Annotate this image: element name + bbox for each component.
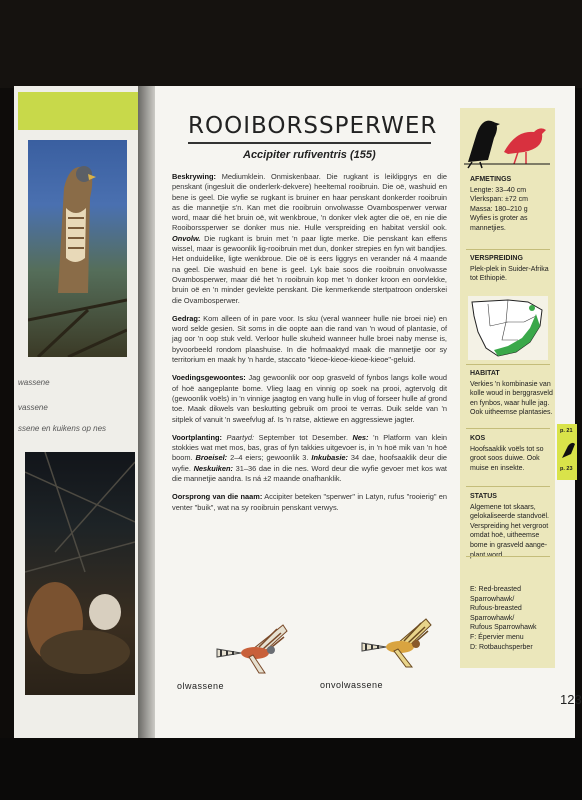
label-nes: Nes:	[352, 432, 369, 442]
sidebar-divider	[466, 486, 550, 487]
name-line: Rufous Sparrowhawk	[470, 624, 537, 632]
status-line: gelokaliseerde standvoël.	[470, 513, 549, 521]
species-description	[172, 172, 447, 521]
small-bird-icon	[560, 440, 576, 460]
text-inkubasie: 34 dae, hoofsaaklik deur die wyfie.	[172, 453, 447, 473]
heading-afmetings: AFMETINGS	[470, 176, 512, 183]
afmetings-line: Wyfies is groter as	[470, 215, 528, 223]
branch-icon	[28, 290, 127, 357]
text-oorsprong: Accipiter beteken "sperwer" in Latyn, rufus "rooierig" en venter "buik", wat na sy rooibruin penskant verwys.	[172, 492, 448, 512]
text-beskrywing: Mediumklein. Onmiskenbaar. Die rugkant is leiklipgrys en die penskant (ingesluit die onderlerk-dekvere) heeltemal rooibruin. Die oë, washuid en bene is geel. Die wyfie se rugkant is bruiner en haar penskant donkerder rooibruin as die mannetjie s'n. Kan met die rooibruin onvolwasse Ovambosperwer verwar word, maar dié het bruin oë, wit wenkbroue, 'n donker vlek agter die oë, en nie die Rooiborssperwer se donker mus nie. Hulle verspreiding en habitat verskil ook.	[172, 172, 447, 233]
habitat-line: Verkies 'n kombinasie van	[470, 380, 551, 388]
adult-flight-illustration-icon	[213, 623, 293, 675]
size-comparison-icons	[460, 108, 555, 170]
heading-verspreiding: VERSPREIDING	[470, 255, 523, 262]
heading-status: STATUS	[470, 493, 497, 500]
status-line: omdat hoë, uitheemse	[470, 532, 540, 540]
photo-caption-1: wassene	[18, 378, 50, 387]
afmetings-line: Lengte: 33–40 cm	[470, 186, 527, 194]
photo-nest-chicks	[25, 452, 135, 695]
section-verspreiding	[470, 254, 554, 284]
photo-adult-hawk	[28, 140, 127, 357]
sidebar-divider	[466, 364, 550, 365]
label-neskuiken: Neskuiken:	[193, 463, 233, 473]
page-number: 123	[560, 692, 582, 707]
left-page-colour-tab	[18, 92, 141, 130]
juvenile-flight-illustration-icon	[358, 617, 438, 669]
reference-bird-icon	[468, 121, 500, 168]
text-neskuiken: 31–36 dae in die nes. Word deur die wyfie gevoer met kos wat die mannetjie aandra. Is ná ±2 maande onafhanklik.	[172, 463, 447, 484]
distribution-map-icon	[468, 296, 548, 360]
habitat-line: Ook uitheemse plantasies.	[470, 409, 553, 417]
heading-kos: KOS	[470, 435, 486, 442]
text-paartyd: September tot Desember.	[254, 432, 353, 442]
verspreiding-line: tot Ethiopië.	[470, 275, 507, 283]
paragraph-voortplanting	[172, 433, 447, 484]
heading-habitat: HABITAT	[470, 370, 500, 377]
name-line: Sparrowhawk/	[470, 614, 515, 622]
afmetings-line: Vlerkspan: ±72 cm	[470, 196, 528, 204]
cross-reference-2: p. 23	[560, 466, 573, 472]
cross-reference-1: p. 21	[560, 428, 573, 434]
nest-photo-icon	[25, 452, 135, 695]
name-line: Sparrowhawk/	[470, 595, 515, 603]
heading-beskrywing: Beskrywing:	[172, 172, 216, 181]
sidebar-divider	[466, 428, 550, 429]
kos-line: Hoofsaaklik voëls tot so	[470, 445, 544, 453]
habitat-line: kolle woud in berggrasveld	[470, 390, 553, 398]
background-bottom	[0, 738, 582, 800]
label-inkubasie: Inkubasie:	[311, 453, 348, 463]
status-line: Verspreiding het vergroot	[470, 522, 549, 530]
habitat-line: en fynbos, waar hulle jag.	[470, 399, 550, 407]
afmetings-line: mannetjies.	[470, 224, 506, 232]
text-broeisel: 2–4 eiers; gewoonlik 3.	[227, 453, 312, 463]
kos-line: muise en insekte.	[470, 464, 525, 472]
paragraph-voeding	[172, 373, 447, 424]
section-afmetings	[470, 175, 554, 234]
photo-caption-2: vassene	[18, 403, 48, 412]
text-voeding: Jag gewoonlik oor oop grasveld of fynbos langs kolle woud of hoë aangeplante bome. Vlieg laag en vinnig op soek na prooi, agtervolg dit (gewoonlik voëls) in 'n vinnige jaagtog en vang hulle in vlug of forseer hulle af grond toe. Maak dikwels van beskutting gebruik om prooi te verras. Duik selde van 'n sitplek of vanuit 'n sweefvlug af. Is 'n ratse, aktiewe en aggressiewe jagter.	[172, 373, 447, 424]
paragraph-beskrywing	[172, 172, 447, 306]
text-gedrag: Kom alleen of in pare voor. Is sku (veral wanneer hulle nie broei nie) en word selde gesien. Sit soms in die oopte aan die rand van 'n woud of plantasie, of jag oor 'n oop stuk veld. Verloor hulle skuheid wanneer hulle broei naby mense is, byvoorbeeld rondom plaashuise. In die hofmaaktyd maak die mannetjie oor sy territorium en maak hy 'n harde, staccato "kieoe-kieoe-kieoe-kieoe"-geluid.	[172, 313, 447, 365]
sidebar-divider	[466, 249, 550, 250]
sidebar-divider	[466, 556, 550, 557]
name-line: Rufous-breasted	[470, 605, 522, 613]
kos-line: groot soos duiwe. Ook	[470, 455, 540, 463]
photo-caption-3: ssene en kuikens op nes	[18, 424, 107, 433]
heading-voeding: Voedingsgewoontes:	[172, 373, 246, 383]
hawk-photo-icon	[50, 158, 100, 293]
heading-gedrag: Gedrag:	[172, 313, 201, 323]
section-kos	[470, 434, 554, 473]
paragraph-gedrag	[172, 314, 447, 365]
section-habitat	[470, 369, 554, 418]
label-paartyd: Paartyd:	[226, 432, 255, 442]
verspreiding-line: Plek-plek in Suider-Afrika	[470, 265, 549, 273]
status-line: Algemene tot skaars,	[470, 503, 536, 511]
status-line: bome in grasveld aange-	[470, 541, 548, 549]
heading-oorsprong: Oorsprong van die naam:	[172, 492, 263, 502]
name-line: D: Rotbauchsperber	[470, 643, 533, 651]
page-title: ROOIBORSSPERWER	[188, 113, 438, 139]
section-names	[470, 585, 554, 652]
title-underline	[188, 142, 431, 144]
text-nes: 'n Platform van klein stokkies wat met mos, bas, gras of fyn takkies uitgevoer is, in 'n hoë mik van 'n hoë boom.	[172, 432, 447, 463]
label-broeisel: Broeisel:	[195, 453, 228, 463]
name-line: F: Épervier menu	[470, 633, 524, 641]
scientific-name: Accipiter rufiventris (155)	[243, 149, 376, 161]
afmetings-line: Massa: 180–210 g	[470, 205, 528, 213]
name-line: E: Red-breasted	[470, 586, 521, 593]
paragraph-oorsprong	[172, 492, 447, 513]
species-silhouette-icon	[504, 128, 546, 164]
heading-onvolwasse: Onvolw.	[172, 233, 201, 243]
caption-adult: olwassene	[177, 681, 225, 691]
section-status	[470, 492, 554, 560]
background-top	[0, 0, 582, 88]
caption-juvenile: onvolwassene	[320, 680, 384, 690]
heading-voortplanting: Voortplanting:	[172, 432, 222, 442]
text-onvolwasse: Die rugkant is bruin met 'n paar ligte merke. Die penskant kan effens wissel, maar is gewoonlik lig-rooibruin met dun, donker strepies en fyn wit bandjies. Het onduidelike, ligte wenkbroue. Die oë is eers liggrys en verander ná 4 maande na geel. Die washuid en bene is geel. Lyk baie soos die rooibruin onvolwasse Ovambosperwer, maar dié het 'n rooibruin kop met 'n donker kroon en oorvlekke, bruin oë en 'n minder gevlekte penskant. Die kenmerkende stertpatroon onderskei die Ovambosperwer.	[172, 233, 447, 305]
